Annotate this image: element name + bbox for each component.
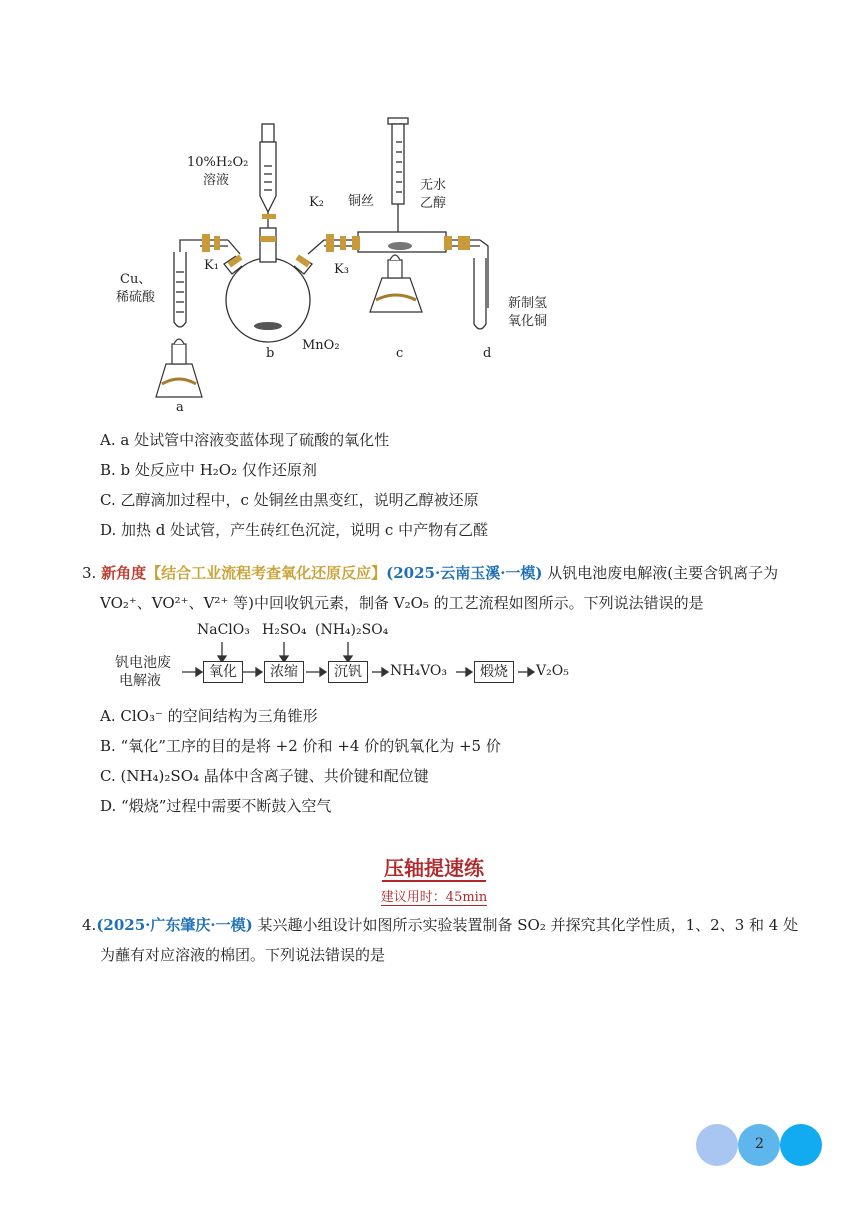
flow-step-oxidation: 氧化	[203, 661, 243, 683]
section-title-text: 压轴提速练	[384, 856, 484, 880]
flow-reagent-1: NaClO₃	[197, 622, 250, 638]
k2-label: K₂	[309, 195, 324, 210]
ethanol-label-2: 乙醇	[420, 196, 447, 211]
q4-stem-2: 为蘸有对应溶液的棉团。下列说法错误的是	[100, 946, 386, 964]
q3-header	[82, 562, 778, 584]
q4-source: (2025·广东肇庆·一模)	[96, 916, 253, 934]
q3-stem-1: 从钒电池废电解液(主要含钒离子为	[547, 564, 779, 582]
flow-step-calcine: 煅烧	[474, 661, 514, 683]
mno2-label: MnO₂	[302, 338, 340, 353]
h2o2-label: 10%H₂O₂	[187, 155, 249, 170]
page-number: 2	[755, 1136, 764, 1152]
flow-step-concentrate: 浓缩	[264, 661, 304, 683]
q3-number: 3.	[82, 564, 97, 582]
q4-number: 4.	[82, 916, 97, 934]
flow-step-precipitate: 沉钒	[328, 661, 368, 683]
cu-label-2: 稀硫酸	[116, 290, 156, 305]
h2o2-label-2: 溶液	[203, 173, 230, 188]
flow-product: V₂O₅	[536, 663, 569, 679]
q3-tag-new: 新角度	[101, 564, 147, 582]
label-d: d	[483, 346, 492, 361]
cuo-label-2: 氧化铜	[508, 314, 548, 329]
decor-circle-3	[780, 1124, 822, 1166]
section-title	[0, 852, 868, 881]
flow-start-1: 钒电池废	[115, 655, 171, 671]
flow-reagent-2: H₂SO₄	[262, 622, 307, 638]
k1-label: K₁	[204, 258, 219, 273]
label-a: a	[176, 400, 184, 415]
cu-label: Cu、	[120, 272, 152, 287]
q3-source: (2025·云南玉溪·一模)	[386, 564, 543, 582]
q3-option-b: B. “氧化”工序的目的是将 +2 价和 +4 价的钒氧化为 +5 价	[100, 737, 501, 755]
flow-intermediate: NH₄VO₃	[390, 663, 448, 679]
q4-line-1	[82, 914, 798, 936]
q3-option-d: D. “煅烧”过程中需要不断鼓入空气	[100, 797, 332, 815]
k3-label: K₃	[334, 262, 349, 277]
q3-option-a: A. ClO₃⁻ 的空间结构为三角锥形	[100, 707, 318, 725]
q3-option-c: C. (NH₄)₂SO₄ 晶体中含离子键、共价键和配位键	[100, 767, 429, 785]
label-b: b	[266, 346, 275, 361]
q3-stem-2: VO₂⁺、VO²⁺、V²⁺ 等)中回收钒元素，制备 V₂O₅ 的工艺流程如图所示。下列说法错误的是	[100, 594, 704, 612]
copper-wire-label: 铜丝	[348, 194, 375, 209]
q2-option-b: B. b 处反应中 H₂O₂ 仅作还原剂	[100, 461, 317, 479]
q2-option-a: A. a 处试管中溶液变蓝体现了硫酸的氧化性	[100, 431, 390, 449]
ethanol-label: 无水	[420, 178, 447, 193]
flow-reagent-3: (NH₄)₂SO₄	[315, 622, 389, 638]
q2-option-c: C. 乙醇滴加过程中，c 处铜丝由黑变红，说明乙醇被还原	[100, 491, 479, 509]
q2-option-d: D. 加热 d 处试管，产生砖红色沉淀，说明 c 中产物有乙醛	[100, 521, 489, 539]
decor-circle-1	[696, 1124, 738, 1166]
q3-tag-topic: 【结合工业流程考查氧化还原反应】	[146, 564, 387, 582]
section-subtitle-text: 建议用时：45min	[380, 890, 488, 905]
section-subtitle	[0, 886, 868, 905]
cuo-label: 新制氢	[508, 296, 548, 311]
q4-stem-1: 某兴趣小组设计如图所示实验装置制备 SO₂ 并探究其化学性质，1、2、3 和 4 处	[257, 916, 799, 934]
flow-start-2: 电解液	[119, 673, 161, 689]
label-c: c	[396, 346, 404, 361]
